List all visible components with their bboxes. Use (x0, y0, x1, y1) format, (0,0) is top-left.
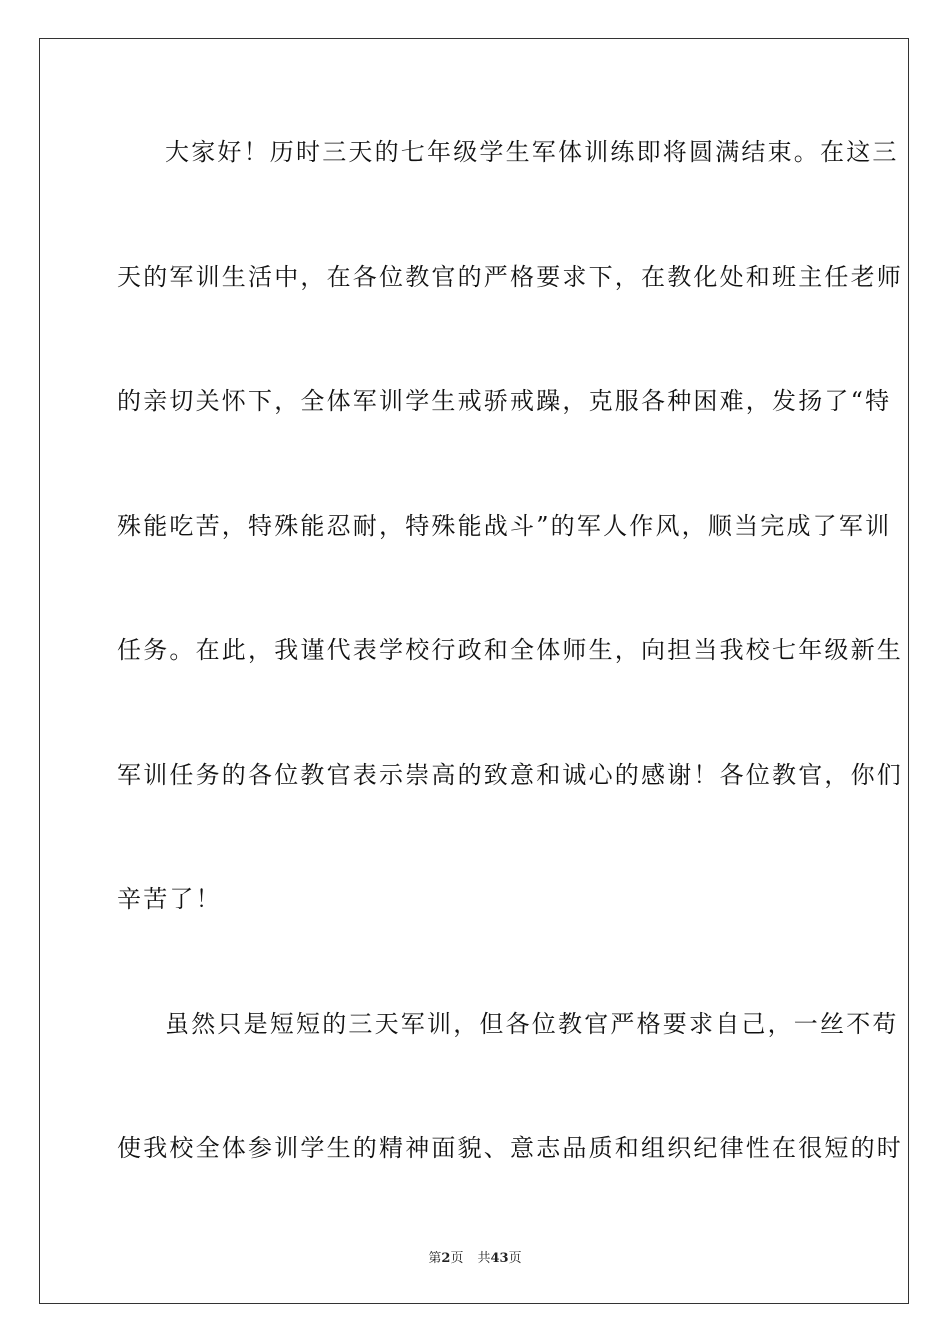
total-prefix: 共 (477, 1251, 491, 1266)
page-prefix: 第 (428, 1251, 442, 1266)
paragraph-line: 大家好！历时三天的七年级学生军体训练即将圆满结束。在这三 (165, 138, 899, 166)
page-footer (0, 1247, 950, 1266)
total-pages: 43 (490, 1251, 509, 1266)
paragraph-line: 天的军训生活中，在各位教官的严格要求下，在教化处和班主任老师 (117, 263, 903, 291)
page-border (39, 38, 909, 1304)
paragraph-line: 虽然只是短短的三天军训，但各位教官严格要求自己，一丝不苟 (165, 1010, 899, 1038)
paragraph-line: 殊能吃苦，特殊能忍耐，特殊能战斗”的军人作风，顺当完成了军训 (117, 512, 892, 540)
paragraph-line: 的亲切关怀下，全体军训学生戒骄戒躁，克服各种困难，发扬了“特 (117, 387, 892, 415)
paragraph-line: 使我校全体参训学生的精神面貌、意志品质和组织纪律性在很短的时 (117, 1134, 903, 1162)
paragraph-line: 任务。在此，我谨代表学校行政和全体师生，向担当我校七年级新生 (117, 636, 903, 664)
page-suffix: 页 (450, 1251, 464, 1266)
paragraph-line: 辛苦了！ (117, 885, 222, 913)
paragraph-line: 军训任务的各位教官表示崇高的致意和诚心的感谢！各位教官，你们 (117, 761, 903, 789)
page-number: 2 (441, 1251, 451, 1266)
total-suffix: 页 (508, 1251, 522, 1266)
